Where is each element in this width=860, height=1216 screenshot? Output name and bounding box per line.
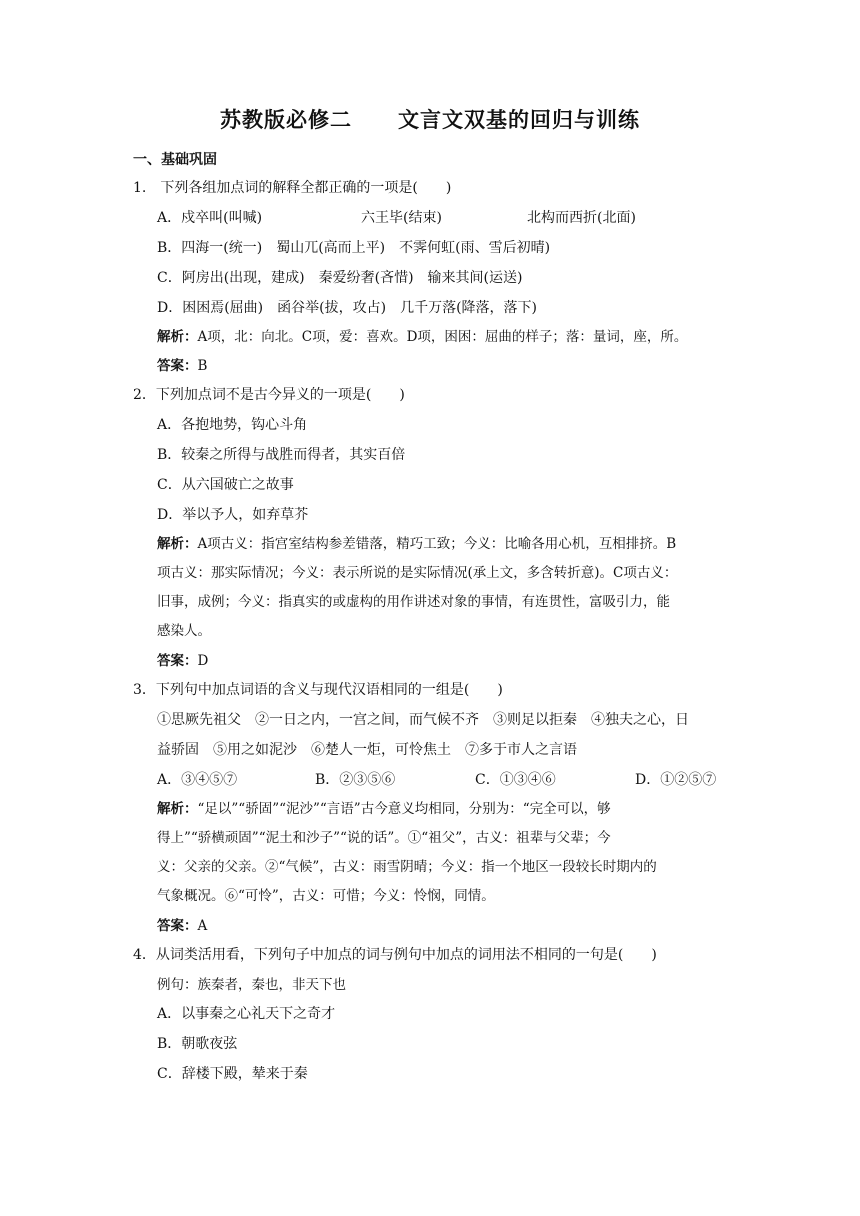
title-part1: 苏教版必修二 [220, 108, 352, 132]
q1-answer [157, 356, 207, 376]
analysis-label: 解析： [157, 536, 198, 552]
q3-analysis-text1: “足以”“骄固”“泥沙”“言语”古今意义均相同，分别为：“完全可以，够 [197, 801, 611, 817]
q2-option-a: A．各抱地势，钩心斗角 [157, 417, 308, 433]
q1-analysis-text: A项，北：向北。C项，爱：喜欢。D项，困困：屈曲的样子；落：量词，座，所。 [197, 329, 688, 345]
q3-answer [157, 916, 207, 936]
q3-answer-value: A [197, 918, 208, 934]
q2-option-c: C．从六国破亡之故事 [157, 477, 294, 493]
q4-option-c: C．辞楼下殿，辇来于秦 [157, 1066, 308, 1082]
q3-item-line2: 益骄固 ⑤用之如泥沙 ⑥楚人一炬，可怜焦土 ⑦多于市人之言语 [157, 742, 577, 758]
q2-answer-value: D [197, 653, 209, 669]
answer-label: 答案： [157, 653, 198, 669]
q2-option-d: D．举以予人，如弃草芥 [157, 507, 309, 523]
q1-stem: 1. 下列各组加点词的解释全都正确的一项是( ) [133, 180, 452, 196]
q4-stem: 4．从词类活用看，下列句子中加点的词与例句中加点的词用法不相同的一句是( ) [133, 947, 657, 963]
q1-option-d: D．困困焉(屈曲) 函谷举(拔，攻占) 几千万落(降落，落下) [157, 300, 537, 316]
q3-analysis-line3: 义：父亲的父亲。②“气候”，古义：雨雪阴晴；今义：指一个地区一段较长时期内的 [157, 859, 657, 875]
q2-analysis-line4: 感染人。 [157, 623, 211, 639]
q3-option-c: C．①③④⑥ [475, 772, 556, 788]
q2-analysis-line3: 旧事，成例；今义：指真实的或虚构的用作讲述对象的事情，有连贯性，富吸引力，能 [157, 594, 670, 610]
q3-analysis-line4: 气象概况。⑥“可怜”，古义：可惜；今义：怜悯，同情。 [157, 888, 495, 904]
answer-label: 答案： [157, 918, 198, 934]
analysis-label: 解析： [157, 801, 198, 817]
q2-option-b: B．较秦之所得与战胜而得者，其实百倍 [157, 447, 406, 463]
q4-option-a: A．以事秦之心礼天下之奇才 [157, 1006, 336, 1022]
q3-option-b: B．②③⑤⑥ [315, 772, 396, 788]
q2-stem: 2．下列加点词不是古今异义的一项是( ) [133, 387, 405, 403]
q2-analysis-line2: 项古义：那实际情况；今义：表示所说的是实际情况(承上文，多含转折意)。C项古义： [157, 565, 678, 581]
q3-option-d: D．①②⑤⑦ [635, 772, 717, 788]
q1-option-c: C．阿房出(出现，建成) 秦爱纷奢(吝惜) 输来其间(运送) [157, 270, 523, 286]
q1-answer-value: B [197, 358, 208, 374]
q4-option-b: B．朝歌夜弦 [157, 1036, 238, 1052]
q3-analysis-line2: 得上”“骄横顽固”“泥土和沙子”“说的话”。①“祖父”，古义：祖辈与父辈；今 [157, 830, 611, 846]
q1-option-a [157, 208, 636, 228]
q3-stem: 3．下列句中加点词语的含义与现代汉语相同的一组是( ) [133, 682, 503, 698]
q1-option-a-2: 六王毕(结束) [361, 210, 442, 226]
q3-options [157, 770, 716, 790]
q1-option-b: B．四海一(统一) 蜀山兀(高而上平) 不霁何虹(雨、雪后初晴) [157, 240, 551, 256]
q4-example: 例句：族秦者，秦也，非天下也 [157, 977, 346, 993]
q1-option-a-1: A．戍卒叫(叫喊) [157, 210, 263, 226]
q2-answer [157, 651, 208, 671]
q1-option-a-3: 北构而西折(北面) [527, 210, 636, 226]
q2-analysis-line1 [157, 534, 676, 554]
q1-analysis [157, 327, 687, 347]
q3-option-a: A．③④⑤⑦ [157, 772, 238, 788]
q3-item-line1: ①思厥先祖父 ②一日之内，一宫之间，而气候不齐 ③则足以拒秦 ④独夫之心，日 [157, 712, 689, 728]
analysis-label: 解析： [157, 329, 198, 345]
q2-analysis-text1: A项古义：指宫室结构参差错落，精巧工致；今义：比喻各用心机，互相排挤。B [197, 536, 677, 552]
answer-label: 答案： [157, 358, 198, 374]
q3-analysis-line1 [157, 799, 611, 819]
section-heading: 一、基础巩固 [133, 152, 217, 168]
title-part2: 文言文双基的回归与训练 [398, 108, 640, 132]
page-title [0, 104, 860, 134]
